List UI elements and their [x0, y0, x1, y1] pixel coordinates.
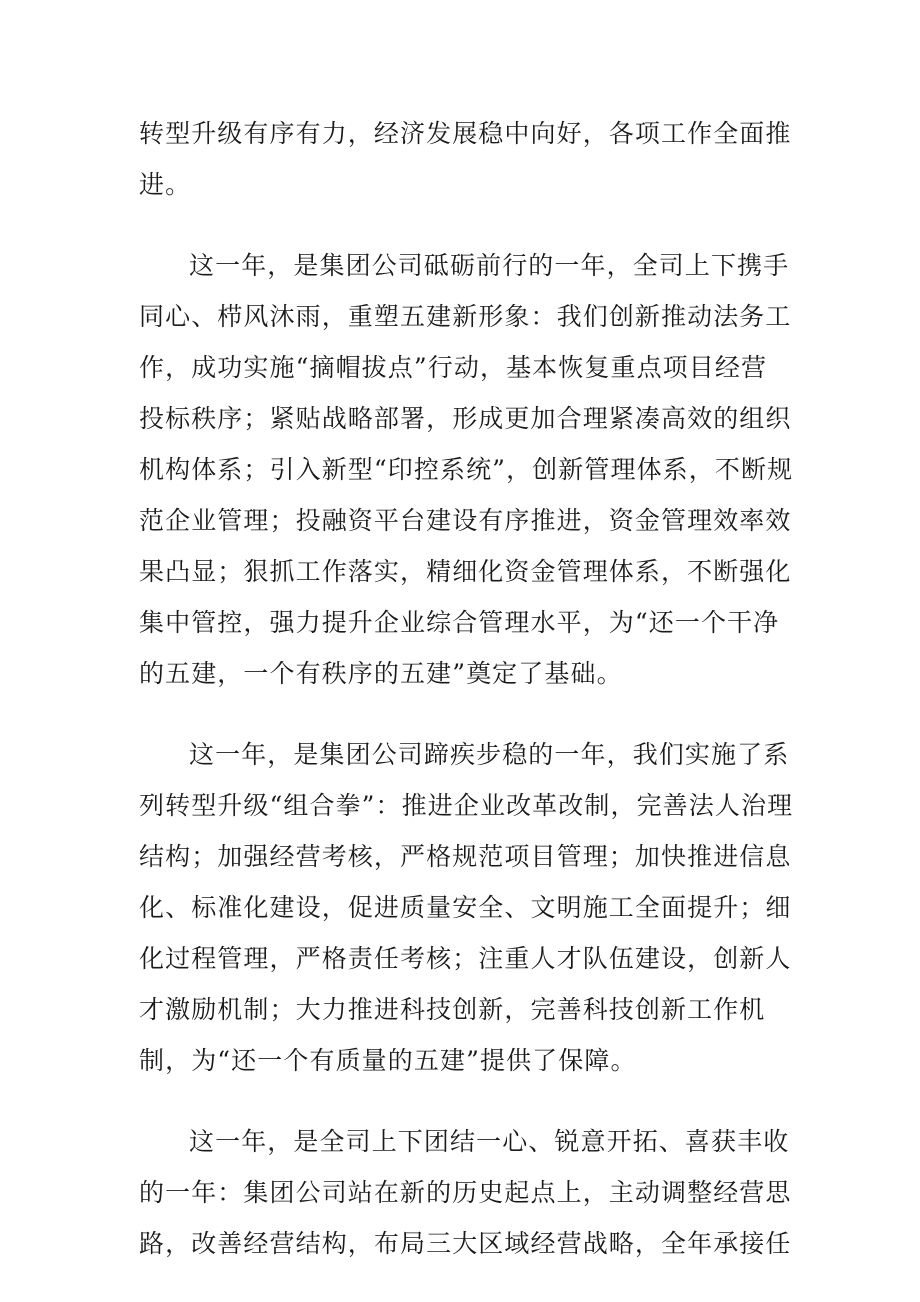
- paragraph-2: [139, 240, 794, 699]
- text-line: 转型升级有序有力，经济发展稳中向好，各项工作全面推: [139, 119, 792, 148]
- paragraph-4: [139, 1116, 792, 1269]
- text-line: 这一年，是集团公司蹄疾步稳的一年，我们实施了系: [189, 740, 790, 769]
- text-line: 结构；加强经营考核，严格规范项目管理；加快推进信息: [139, 842, 792, 871]
- text-line: 同心、栉风沐雨，重塑五建新形象：我们创新推动法务工: [139, 302, 792, 331]
- text-line: 这一年，是全司上下团结一心、锐意开拓、喜获丰收: [189, 1127, 790, 1156]
- text-line: 作，成功实施“摘帽拔点”行动，基本恢复重点项目经营: [139, 353, 768, 382]
- text-line: 路，改善经营结构，布局三大区域经营战略，全年承接任: [139, 1229, 792, 1258]
- text-line: 投标秩序；紧贴战略部署，形成更加合理紧凑高效的组织: [139, 404, 792, 433]
- text-line: 这一年，是集团公司砥砺前行的一年，全司上下携手: [189, 251, 790, 280]
- paragraph-3: [139, 729, 794, 1086]
- text-line: 列转型升级“组合拳”：推进企业改革改制，完善法人治理: [139, 791, 794, 820]
- text-line: 果凸显；狠抓工作落实，精细化资金管理体系，不断强化: [139, 557, 792, 586]
- text-line: 的一年：集团公司站在新的历史起点上，主动调整经营思: [139, 1178, 792, 1207]
- text-line: 化过程管理，严格责任考核；注重人才队伍建设，创新人: [139, 944, 792, 973]
- text-line: 集中管控，强力提升企业综合管理水平，为“还一个干净: [139, 608, 780, 637]
- text-line: 才激励机制；大力推进科技创新，完善科技创新工作机: [139, 995, 766, 1024]
- text-line: 化、标准化建设，促进质量安全、文明施工全面提升；细: [139, 893, 792, 922]
- text-line: 范企业管理；投融资平台建设有序推进，资金管理效率效: [139, 506, 792, 535]
- text-line: 制，为“还一个有质量的五建”提供了保障。: [139, 1046, 637, 1075]
- text-line: 机构体系；引入新型“印控系统”，创新管理体系，不断规: [139, 455, 794, 484]
- text-line: 的五建，一个有秩序的五建”奠定了基础。: [139, 659, 623, 688]
- paragraph-1: [139, 108, 792, 210]
- document-body: [139, 108, 794, 1299]
- text-line: 进。: [139, 170, 192, 199]
